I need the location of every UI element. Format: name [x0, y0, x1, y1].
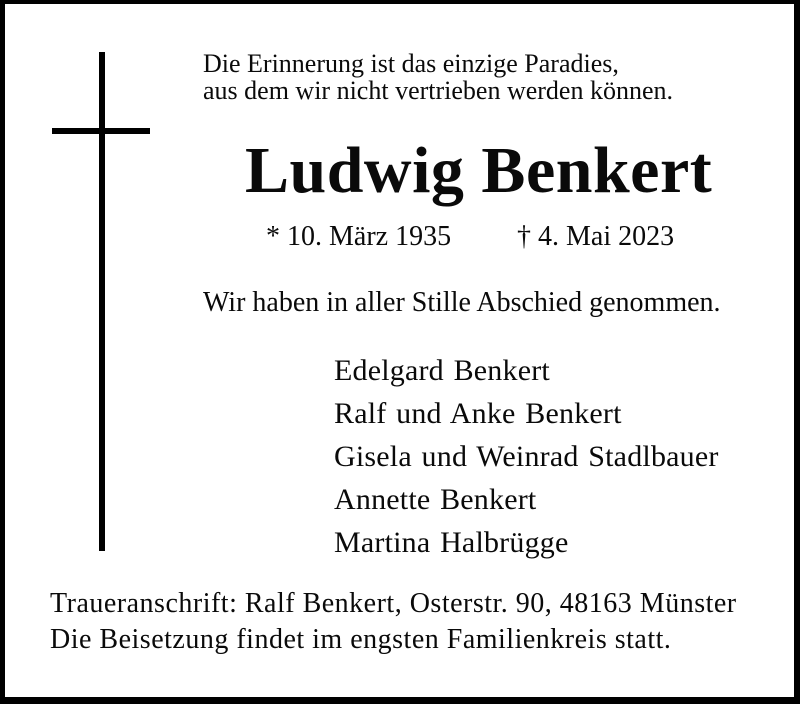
farewell-statement: Wir haben in aller Stille Abschied genommen.: [203, 287, 721, 318]
cross-icon-vertical-bar: [99, 52, 105, 551]
deceased-name: Ludwig Benkert: [245, 134, 713, 207]
mourner-name: Gisela und Weinrad Stadlbauer: [334, 440, 719, 473]
epigraph-line-1: Die Erinnerung ist das einzige Paradies,: [203, 49, 619, 78]
mourner-name: Annette Benkert: [334, 483, 537, 516]
epigraph-line-2: aus dem wir nicht vertrieben werden können.: [203, 76, 674, 105]
mourner-name: Ralf und Anke Benkert: [334, 397, 622, 430]
mourner-name: Edelgard Benkert: [334, 354, 550, 387]
funeral-note: Die Beisetzung findet im engsten Familienkreis statt.: [50, 624, 672, 655]
mourners-list: [334, 349, 719, 564]
mourner-name: Martina Halbrügge: [334, 526, 569, 559]
death-date: † 4. Mai 2023: [517, 221, 675, 252]
footer: [50, 586, 737, 658]
epigraph: [203, 50, 673, 104]
cross-icon-horizontal-bar: [52, 128, 150, 134]
birth-date: * 10. März 1935: [266, 221, 452, 252]
mourning-address: Traueranschrift: Ralf Benkert, Osterstr. 90, 48163 Münster: [50, 588, 737, 619]
